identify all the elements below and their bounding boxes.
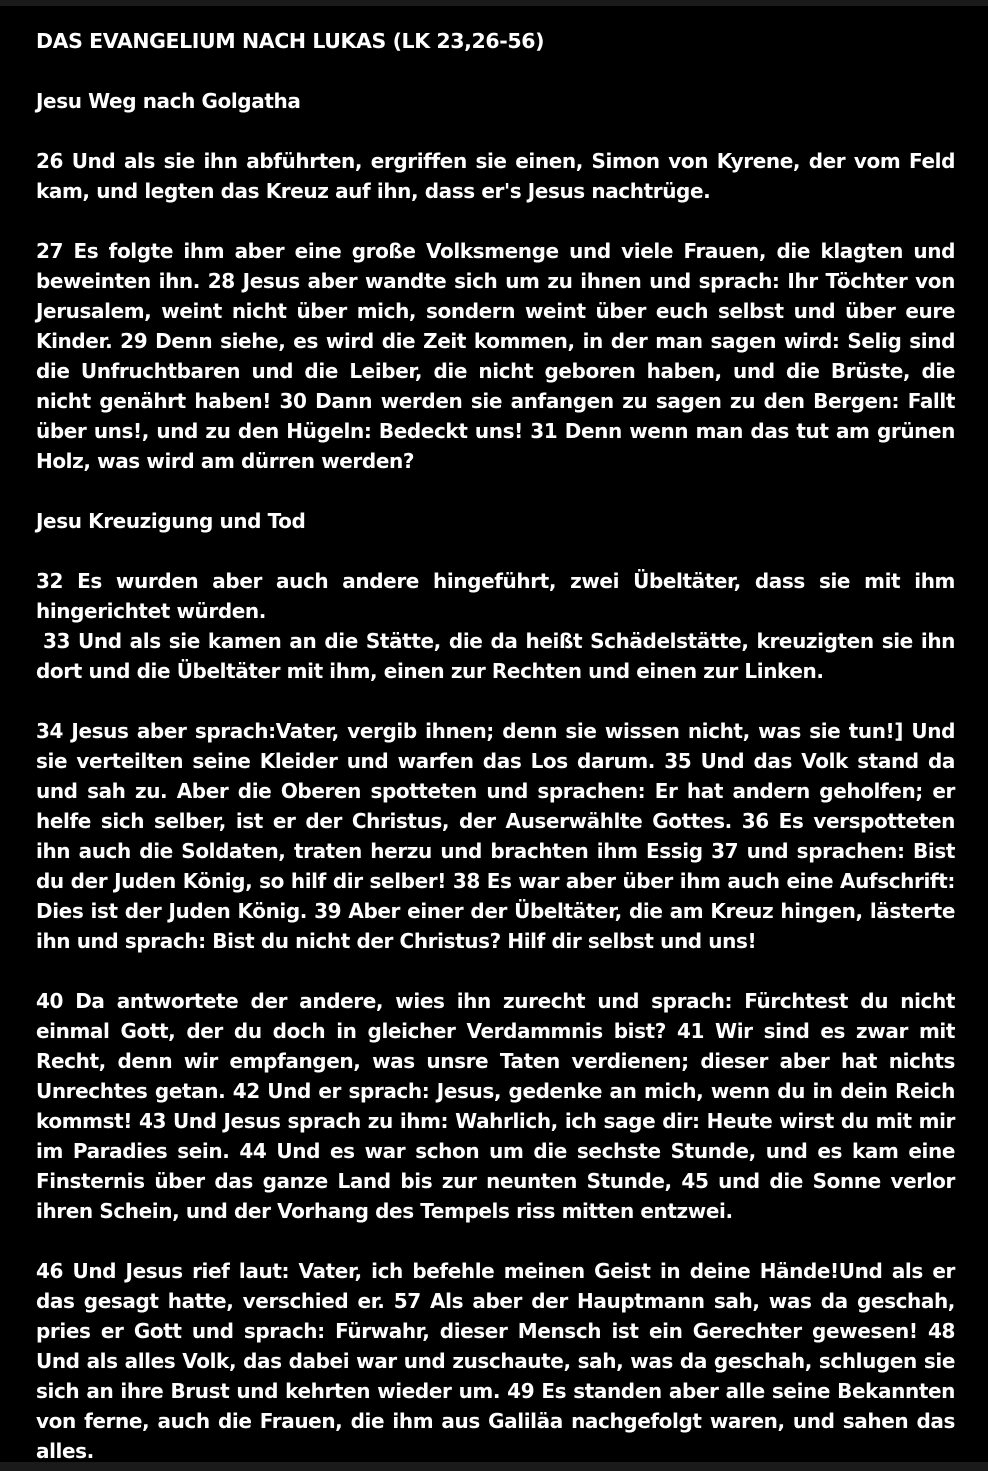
verse-paragraph-32: 32 Es wurden aber auch andere hingeführt, zwei Übeltäter, dass sie mit ihm hingerichtet würden. bbox=[36, 569, 955, 623]
section-heading-weg-nach-golgatha: Jesu Weg nach Golgatha bbox=[36, 89, 301, 113]
document-title: DAS EVANGELIUM NACH LUKAS (LK 23,26-56) bbox=[36, 29, 545, 53]
verse-paragraph-26: 26 Und als sie ihn abführten, ergriffen sie einen, Simon von Kyrene, der vom Feld kam, und legten das Kreuz auf ihn, dass er's Jesus nachtrüge. bbox=[36, 149, 955, 203]
section-heading-kreuzigung-und-tod: Jesu Kreuzigung und Tod bbox=[36, 509, 306, 533]
bottom-edge-strip bbox=[0, 1462, 988, 1471]
scripture-document bbox=[0, 6, 988, 1462]
verse-paragraph-34-39: 34 Jesus aber sprach:Vater, vergib ihnen; denn sie wissen nicht, was sie tun!] Und sie verteilten seine Kleider und warfen das Los darum. 35 Und das Volk stand da und sah zu. Aber die Oberen spotteten und sprachen: Er hat andern geholfen; er helfe sich selber, ist er der Christus, der Auserwählte Gottes. 36 Es verspotteten ihn auch die Soldaten, traten herzu und brachten ihm Essig 37 und sprachen: Bist du der Juden König, so hilf dir selber! 38 Es war aber über ihm auch eine Aufschrift: Dies ist der Juden König. 39 Aber einer der Übeltäter, die am Kreuz hingen, lästerte ihn und sprach: Bist du nicht der Christus? Hilf dir selbst und uns! bbox=[36, 719, 955, 953]
verse-paragraph-46-49: 46 Und Jesus rief laut: Vater, ich befehle meinen Geist in deine Hände!Und als er das gesagt hatte, verschied er. 57 Als aber der Hauptmann sah, was da geschah, pries er Gott und sprach: Fürwahr, dieser Mensch ist ein Gerechter gewesen! 48 Und als alles Volk, das dabei war und zuschaute, sah, was da geschah, schlugen sie sich an ihre Brust und kehrten wieder um. 49 Es standen aber alle seine Bekannten von ferne, auch die Frauen, die ihm aus Galiläa nachgefolgt waren, und sahen das alles. bbox=[36, 1259, 955, 1462]
verse-paragraph-33: 33 Und als sie kamen an die Stätte, die da heißt Schädelstätte, kreuzigten sie ihn dort und die Übeltäter mit ihm, einen zur Rechten und einen zur Linken. bbox=[36, 629, 955, 683]
verse-paragraph-27-31: 27 Es folgte ihm aber eine große Volksmenge und viele Frauen, die klagten und beweinten ihn. 28 Jesus aber wandte sich um zu ihnen und sprach: Ihr Töchter von Jerusalem, weint nicht über mich, sondern weint über euch selbst und über eure Kinder. 29 Denn siehe, es wird die Zeit kommen, in der man sagen wird: Selig sind die Unfruchtbaren und die Leiber, die nicht geboren haben, und die Brüste, die nicht genährt haben! 30 Dann werden sie anfangen zu sagen zu den Bergen: Fallt über uns!, und zu den Hügeln: Bedeckt uns! 31 Denn wenn man das tut am grünen Holz, was wird am dürren werden? bbox=[36, 239, 955, 473]
verse-paragraph-40-45: 40 Da antwortete der andere, wies ihn zurecht und sprach: Fürchtest du nicht einmal Gott, der du doch in gleicher Verdammnis bist? 41 Wir sind es zwar mit Recht, denn wir empfangen, was unsre Taten verdienen; dieser aber hat nichts Unrechtes getan. 42 Und er sprach: Jesus, gedenke an mich, wenn du in dein Reich kommst! 43 Und Jesus sprach zu ihm: Wahrlich, ich sage dir: Heute wirst du mit mir im Paradies sein. 44 Und es war schon um die sechste Stunde, und es kam eine Finsternis über das ganze Land bis zur neunten Stunde, 45 und die Sonne verlor ihren Schein, und der Vorhang des Tempels riss mitten entzwei. bbox=[36, 989, 955, 1223]
